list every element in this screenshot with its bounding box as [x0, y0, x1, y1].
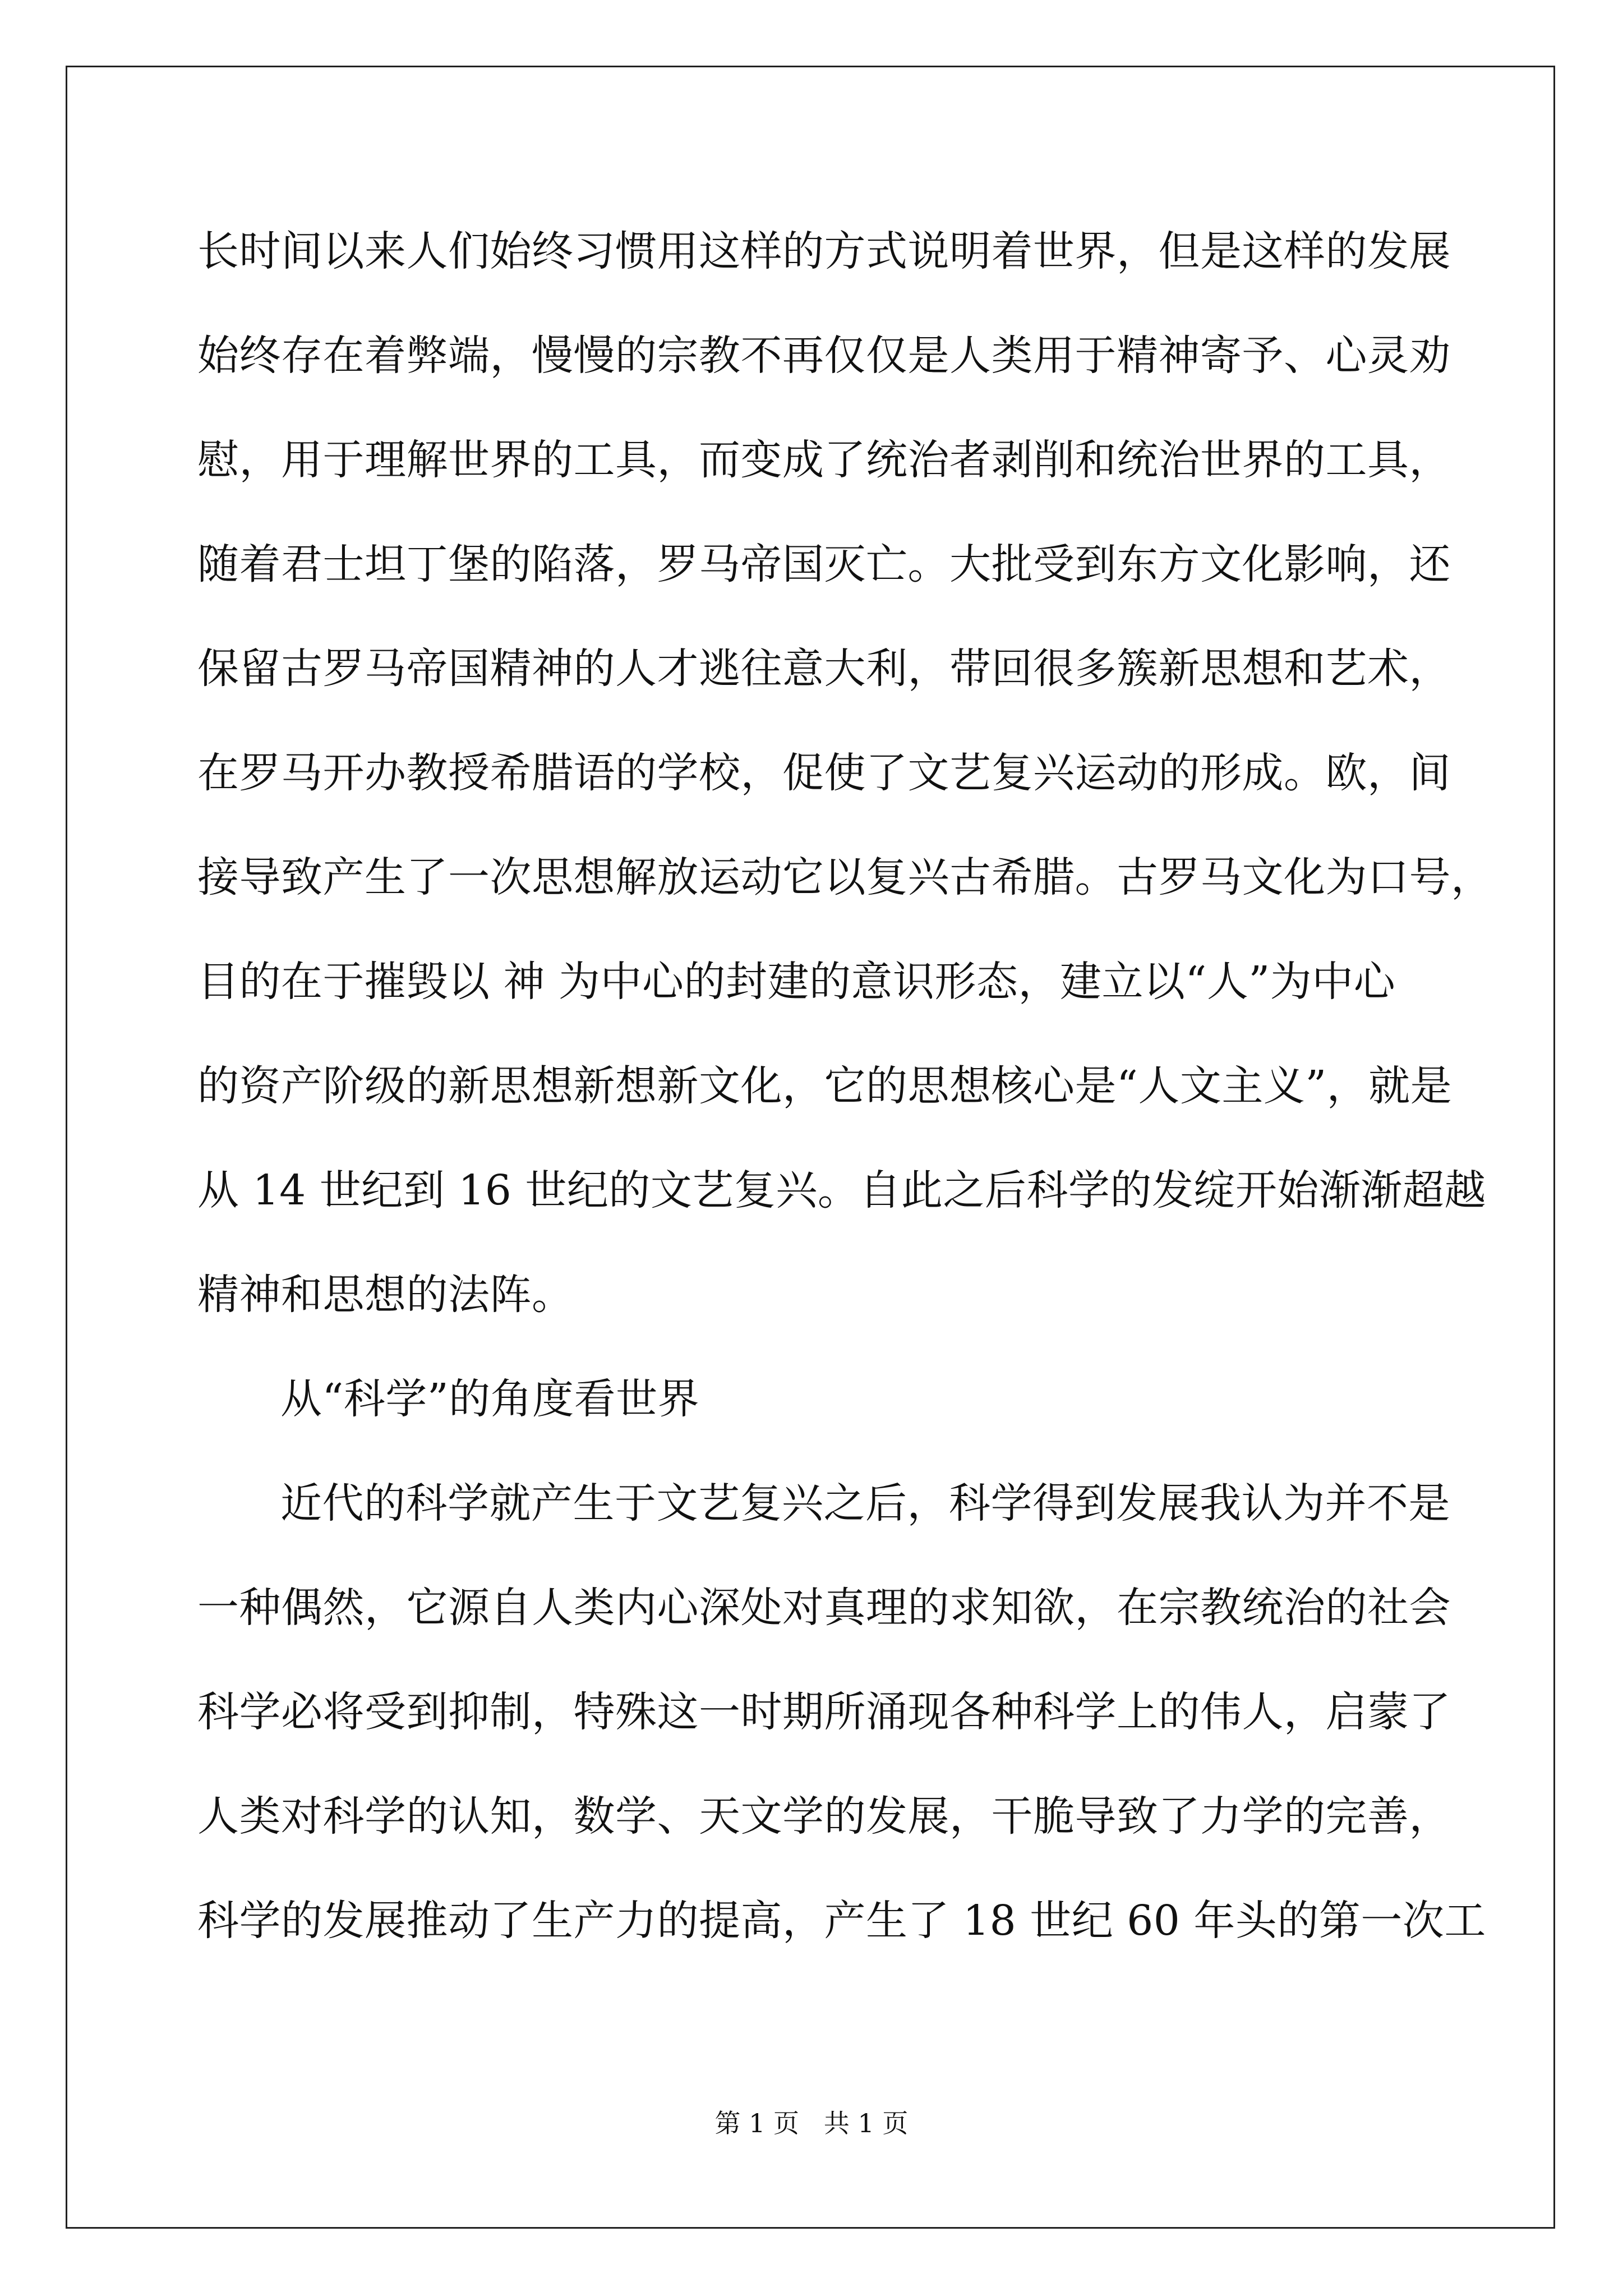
text-line: 的资产阶级的新思想新想新文化，它的思想核心是“人文主义”，就是	[197, 1062, 1453, 1110]
text-line: 科学的发展推动了生产力的提高，产生了 18 世纪 60 年头的第一次工	[197, 1897, 1486, 1945]
text-line: 在罗马开办教授希腊语的学校，促使了文艺复兴运动的形成。欧，间	[197, 749, 1451, 797]
text-line: 目的在于摧毁以 神 为中心的封建的意识形态，建立以“人”为中心	[197, 958, 1396, 1006]
text-line: 科学必将受到抑制，特殊这一时期所涌现各种科学上的伟人，启蒙了	[197, 1688, 1451, 1736]
section-heading: 从“科学”的角度看世界	[280, 1375, 700, 1423]
text-line: 始终存在着弊端，慢慢的宗教不再仅仅是人类用于精神寄予、心灵劝	[197, 332, 1451, 380]
text-line: 接导致产生了一次思想解放运动它以复兴古希腊。古罗马文化为口号，	[197, 853, 1493, 901]
text-line: 近代的科学就产生于文艺复兴之后，科学得到发展我认为并不是	[280, 1479, 1450, 1527]
text-line: 精神和思想的法阵。	[197, 1271, 574, 1319]
text-line: 随着君士坦丁堡的陷落，罗马帝国灭亡。大批受到东方文化影响，还	[197, 540, 1451, 588]
text-line: 人类对科学的认知，数学、天文学的发展，干脆导致了力学的完善，	[197, 1792, 1451, 1841]
text-line: 从 14 世纪到 16 世纪的文艺复兴。自此之后科学的发绽开始渐渐超越	[197, 1166, 1486, 1214]
page-footer: 第 1 页 共 1 页	[714, 2108, 909, 2138]
text-line: 慰，用于理解世界的工具，而变成了统治者剥削和统治世界的工具，	[197, 436, 1451, 484]
text-line: 一种偶然，它源自人类内心深处对真理的求知欲，在宗教统治的社会	[197, 1584, 1451, 1632]
text-line: 长时间以来人们始终习惯用这样的方式说明着世界，但是这样的发展	[197, 227, 1451, 275]
text-line: 保留古罗马帝国精神的人才逃往意大利，带回很多簇新思想和艺术，	[197, 645, 1451, 693]
